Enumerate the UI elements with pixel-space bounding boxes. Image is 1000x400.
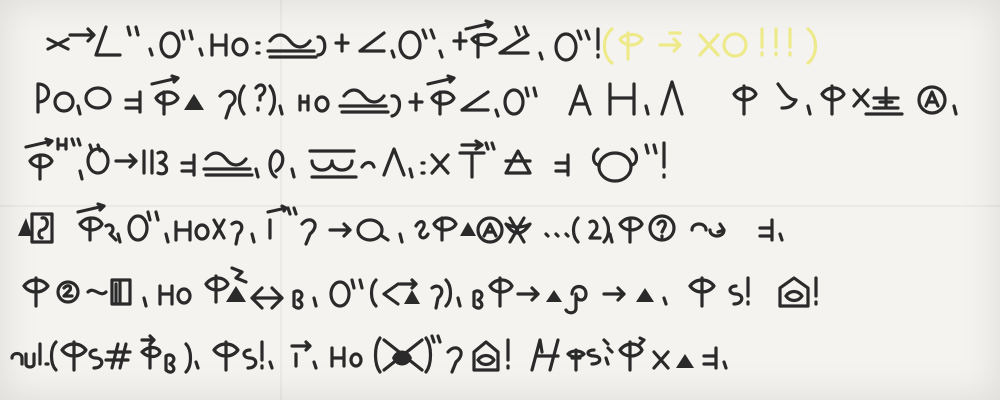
handwritten-line-2 xyxy=(0,62,1000,132)
handwritten-glyphs xyxy=(0,318,1000,388)
handwritten-line-3 xyxy=(0,125,1000,195)
handwritten-glyphs xyxy=(0,125,1000,195)
handwritten-glyphs xyxy=(0,190,1000,260)
handwritten-glyphs xyxy=(0,254,1000,324)
handwritten-line-4 xyxy=(0,190,1000,260)
handwritten-line-5 xyxy=(0,254,1000,324)
handwritten-glyphs xyxy=(0,62,1000,132)
handwritten-line-6 xyxy=(0,318,1000,388)
